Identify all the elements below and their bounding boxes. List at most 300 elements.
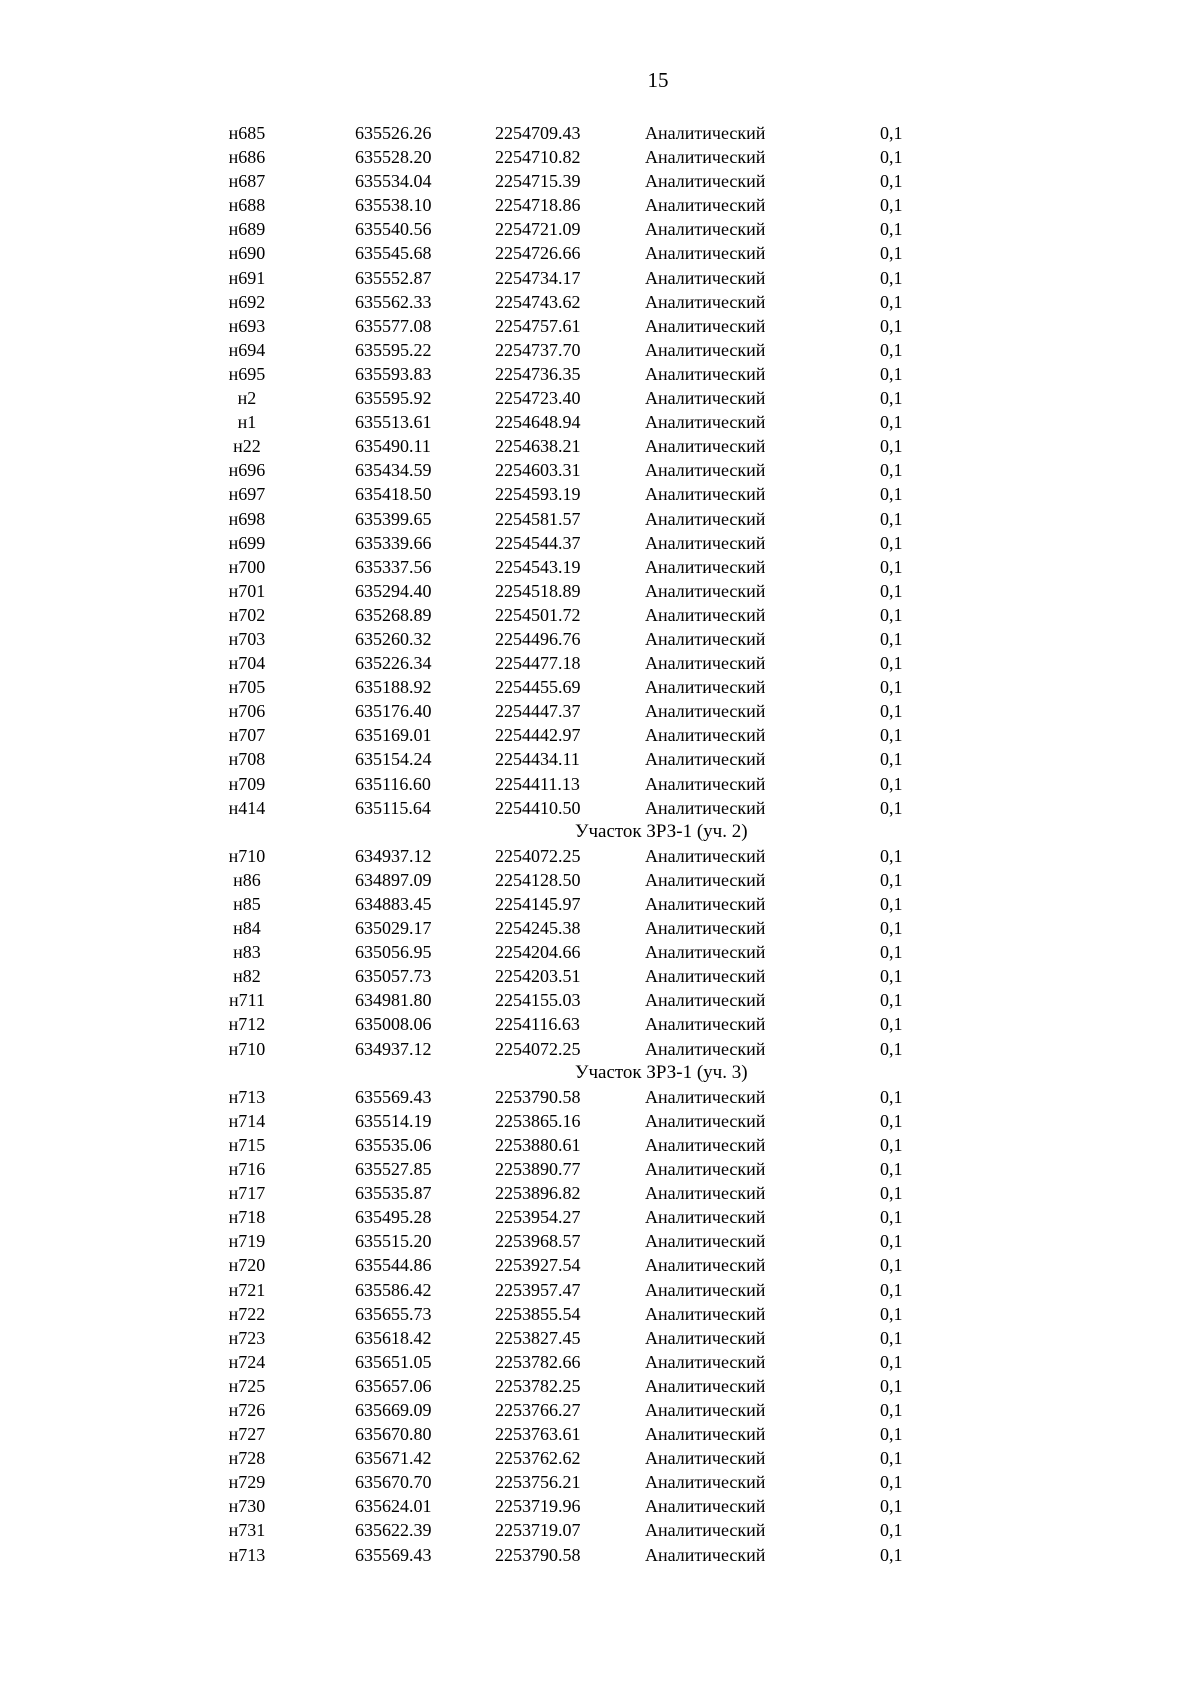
coord-x-cell: 635624.01 xyxy=(355,1496,432,1517)
method-cell: Аналитический xyxy=(645,195,766,216)
table-row xyxy=(0,314,1200,338)
coord-y-cell: 2254203.51 xyxy=(495,966,581,987)
method-cell: Аналитический xyxy=(645,508,766,529)
accuracy-cell: 0,1 xyxy=(880,918,903,939)
method-cell: Аналитический xyxy=(645,1134,766,1155)
coord-x-cell: 635540.56 xyxy=(355,219,432,240)
point-id-cell: н728 xyxy=(228,1448,266,1469)
accuracy-cell: 0,1 xyxy=(880,339,903,360)
method-cell: Аналитический xyxy=(645,1159,766,1180)
accuracy-cell: 0,1 xyxy=(880,1014,903,1035)
table-row xyxy=(0,892,1200,916)
coord-x-cell: 634937.12 xyxy=(355,845,432,866)
point-id-cell: н698 xyxy=(228,508,266,529)
method-cell: Аналитический xyxy=(645,291,766,312)
point-id-cell: н687 xyxy=(228,171,266,192)
method-cell: Аналитический xyxy=(645,725,766,746)
method-cell: Аналитический xyxy=(645,1520,766,1541)
coord-y-cell: 2254477.18 xyxy=(495,653,581,674)
accuracy-cell: 0,1 xyxy=(880,1448,903,1469)
method-cell: Аналитический xyxy=(645,532,766,553)
method-cell: Аналитический xyxy=(645,339,766,360)
coord-y-cell: 2254721.09 xyxy=(495,219,581,240)
point-id-cell: н697 xyxy=(228,484,266,505)
accuracy-cell: 0,1 xyxy=(880,243,903,264)
coord-x-cell: 635169.01 xyxy=(355,725,432,746)
point-id-cell: н704 xyxy=(228,653,266,674)
coord-y-cell: 2254715.39 xyxy=(495,171,581,192)
table-row xyxy=(0,1422,1200,1446)
accuracy-cell: 0,1 xyxy=(880,1134,903,1155)
coord-x-cell: 635657.06 xyxy=(355,1375,432,1396)
point-id-cell: н685 xyxy=(228,123,266,143)
table-row xyxy=(0,579,1200,603)
method-cell: Аналитический xyxy=(645,1496,766,1517)
table-row xyxy=(0,940,1200,964)
point-id-cell: н719 xyxy=(228,1231,266,1252)
coord-x-cell: 635535.06 xyxy=(355,1134,432,1155)
coord-y-cell: 2254581.57 xyxy=(495,508,581,529)
table-row xyxy=(0,1012,1200,1036)
table-row xyxy=(0,603,1200,627)
table-row xyxy=(0,1543,1200,1567)
accuracy-cell: 0,1 xyxy=(880,966,903,987)
coord-x-cell: 635260.32 xyxy=(355,628,432,649)
table-row xyxy=(0,627,1200,651)
coord-x-cell: 635490.11 xyxy=(355,436,431,457)
accuracy-cell: 0,1 xyxy=(880,267,903,288)
coord-x-cell: 635595.92 xyxy=(355,388,432,409)
point-id-cell: н720 xyxy=(228,1255,266,1276)
point-id-cell: н688 xyxy=(228,195,266,216)
table-row xyxy=(0,723,1200,747)
table-row xyxy=(0,338,1200,362)
point-id-cell: н709 xyxy=(228,773,266,794)
coord-y-cell: 2254447.37 xyxy=(495,701,581,722)
accuracy-cell: 0,1 xyxy=(880,1207,903,1228)
method-cell: Аналитический xyxy=(645,1110,766,1131)
accuracy-cell: 0,1 xyxy=(880,869,903,890)
point-id-cell: н686 xyxy=(228,147,266,168)
coord-x-cell: 635176.40 xyxy=(355,701,432,722)
point-id-cell: н703 xyxy=(228,628,266,649)
point-id-cell: н731 xyxy=(228,1520,266,1541)
table-row xyxy=(0,964,1200,988)
accuracy-cell: 0,1 xyxy=(880,1279,903,1300)
accuracy-cell: 0,1 xyxy=(880,556,903,577)
accuracy-cell: 0,1 xyxy=(880,894,903,914)
method-cell: Аналитический xyxy=(645,1375,766,1396)
table-row xyxy=(0,1518,1200,1542)
coord-y-cell: 2254648.94 xyxy=(495,412,581,433)
method-cell: Аналитический xyxy=(645,1327,766,1348)
coord-x-cell: 635188.92 xyxy=(355,677,432,698)
coord-y-cell: 2254710.82 xyxy=(495,147,581,168)
table-row xyxy=(0,796,1200,820)
coord-y-cell: 2253827.45 xyxy=(495,1327,581,1348)
table-row xyxy=(0,1085,1200,1109)
point-id-cell: н691 xyxy=(228,267,266,288)
method-cell: Аналитический xyxy=(645,1279,766,1300)
coord-y-cell: 2254723.40 xyxy=(495,388,581,409)
table-row xyxy=(0,916,1200,940)
accuracy-cell: 0,1 xyxy=(880,797,903,818)
method-cell: Аналитический xyxy=(645,1544,766,1565)
table-row xyxy=(0,169,1200,193)
table-row xyxy=(0,1229,1200,1253)
coord-x-cell: 635535.87 xyxy=(355,1183,432,1204)
method-cell: Аналитический xyxy=(645,484,766,505)
method-cell: Аналитический xyxy=(645,363,766,384)
accuracy-cell: 0,1 xyxy=(880,1496,903,1517)
method-cell: Аналитический xyxy=(645,966,766,987)
table-row xyxy=(0,410,1200,434)
method-cell: Аналитический xyxy=(645,845,766,866)
coord-y-cell: 2254072.25 xyxy=(495,845,581,866)
method-cell: Аналитический xyxy=(645,1424,766,1445)
point-id-cell: н726 xyxy=(228,1399,266,1420)
point-id-cell: н701 xyxy=(228,580,266,601)
coord-y-cell: 2254709.43 xyxy=(495,123,581,143)
table-row xyxy=(0,675,1200,699)
accuracy-cell: 0,1 xyxy=(880,1351,903,1372)
point-id-cell: н700 xyxy=(228,556,266,577)
method-cell: Аналитический xyxy=(645,894,766,914)
accuracy-cell: 0,1 xyxy=(880,1110,903,1131)
coord-x-cell: 635268.89 xyxy=(355,604,432,625)
method-cell: Аналитический xyxy=(645,1351,766,1372)
accuracy-cell: 0,1 xyxy=(880,1544,903,1565)
table-row xyxy=(0,699,1200,723)
coord-x-cell: 635670.80 xyxy=(355,1424,432,1445)
point-id-cell: н707 xyxy=(228,725,266,746)
method-cell: Аналитический xyxy=(645,653,766,674)
accuracy-cell: 0,1 xyxy=(880,1255,903,1276)
coord-x-cell: 635538.10 xyxy=(355,195,432,216)
coord-y-cell: 2254145.97 xyxy=(495,894,581,914)
coord-y-cell: 2254204.66 xyxy=(495,942,581,963)
method-cell: Аналитический xyxy=(645,628,766,649)
table-row xyxy=(0,1205,1200,1229)
table-row xyxy=(0,434,1200,458)
table-row xyxy=(0,362,1200,386)
accuracy-cell: 0,1 xyxy=(880,773,903,794)
table-row xyxy=(0,386,1200,410)
point-id-cell: н1 xyxy=(237,412,257,433)
coord-y-cell: 2253790.58 xyxy=(495,1086,581,1107)
method-cell: Аналитический xyxy=(645,1086,766,1107)
coord-x-cell: 635528.20 xyxy=(355,147,432,168)
table-row xyxy=(0,458,1200,482)
coord-y-cell: 2254737.70 xyxy=(495,339,581,360)
table-row xyxy=(0,1109,1200,1133)
accuracy-cell: 0,1 xyxy=(880,653,903,674)
method-cell: Аналитический xyxy=(645,412,766,433)
point-id-cell: н714 xyxy=(228,1110,266,1131)
point-id-cell: н727 xyxy=(228,1424,266,1445)
coord-y-cell: 2253927.54 xyxy=(495,1255,581,1276)
method-cell: Аналитический xyxy=(645,918,766,939)
accuracy-cell: 0,1 xyxy=(880,147,903,168)
coord-y-cell: 2254726.66 xyxy=(495,243,581,264)
point-id-cell: н710 xyxy=(228,845,266,866)
coord-y-cell: 2254638.21 xyxy=(495,436,581,457)
table-row xyxy=(0,651,1200,675)
table-row xyxy=(0,531,1200,555)
point-id-cell: н84 xyxy=(233,918,261,939)
method-cell: Аналитический xyxy=(645,460,766,481)
coord-y-cell: 2253719.07 xyxy=(495,1520,581,1541)
coord-y-cell: 2254544.37 xyxy=(495,532,581,553)
accuracy-cell: 0,1 xyxy=(880,508,903,529)
accuracy-cell: 0,1 xyxy=(880,1159,903,1180)
method-cell: Аналитический xyxy=(645,749,766,770)
point-id-cell: н82 xyxy=(233,966,261,987)
method-cell: Аналитический xyxy=(645,942,766,963)
coord-y-cell: 2253880.61 xyxy=(495,1134,581,1155)
table-row xyxy=(0,1037,1200,1061)
coord-x-cell: 635671.42 xyxy=(355,1448,432,1469)
table-row xyxy=(0,1494,1200,1518)
point-id-cell: н696 xyxy=(228,460,266,481)
point-id-cell: н85 xyxy=(233,894,261,914)
coord-x-cell: 635586.42 xyxy=(355,1279,432,1300)
page-number: 15 xyxy=(647,68,669,92)
coord-y-cell: 2254518.89 xyxy=(495,580,581,601)
accuracy-cell: 0,1 xyxy=(880,412,903,433)
point-id-cell: н694 xyxy=(228,339,266,360)
table-row xyxy=(0,988,1200,1012)
method-cell: Аналитический xyxy=(645,677,766,698)
point-id-cell: н721 xyxy=(228,1279,266,1300)
coord-y-cell: 2254757.61 xyxy=(495,315,581,336)
coord-y-cell: 2253896.82 xyxy=(495,1183,581,1204)
table-row xyxy=(0,241,1200,265)
method-cell: Аналитический xyxy=(645,1038,766,1059)
coord-y-cell: 2253762.62 xyxy=(495,1448,581,1469)
table-row xyxy=(0,555,1200,579)
coord-x-cell: 635562.33 xyxy=(355,291,432,312)
point-id-cell: н2 xyxy=(237,388,257,409)
table-row xyxy=(0,217,1200,241)
accuracy-cell: 0,1 xyxy=(880,219,903,240)
accuracy-cell: 0,1 xyxy=(880,845,903,866)
table-row xyxy=(0,1470,1200,1494)
coord-x-cell: 635577.08 xyxy=(355,315,432,336)
coord-x-cell: 635527.85 xyxy=(355,1159,432,1180)
accuracy-cell: 0,1 xyxy=(880,1303,903,1324)
accuracy-cell: 0,1 xyxy=(880,1038,903,1059)
point-id-cell: н711 xyxy=(229,990,265,1011)
coord-y-cell: 2254743.62 xyxy=(495,291,581,312)
method-cell: Аналитический xyxy=(645,990,766,1011)
coord-y-cell: 2254734.17 xyxy=(495,267,581,288)
accuracy-cell: 0,1 xyxy=(880,1424,903,1445)
method-cell: Аналитический xyxy=(645,1207,766,1228)
accuracy-cell: 0,1 xyxy=(880,1399,903,1420)
table-row xyxy=(0,844,1200,868)
method-cell: Аналитический xyxy=(645,171,766,192)
method-cell: Аналитический xyxy=(645,701,766,722)
accuracy-cell: 0,1 xyxy=(880,171,903,192)
accuracy-cell: 0,1 xyxy=(880,677,903,698)
point-id-cell: н690 xyxy=(228,243,266,264)
section-heading xyxy=(0,1061,1200,1085)
accuracy-cell: 0,1 xyxy=(880,1231,903,1252)
method-cell: Аналитический xyxy=(645,1231,766,1252)
coord-y-cell: 2254434.11 xyxy=(495,749,580,770)
coord-x-cell: 635622.39 xyxy=(355,1520,432,1541)
point-id-cell: н22 xyxy=(233,436,261,457)
coord-x-cell: 635513.61 xyxy=(355,412,432,433)
coord-y-cell: 2253719.96 xyxy=(495,1496,581,1517)
coord-x-cell: 635226.34 xyxy=(355,653,432,674)
coord-y-cell: 2254128.50 xyxy=(495,869,581,890)
accuracy-cell: 0,1 xyxy=(880,363,903,384)
method-cell: Аналитический xyxy=(645,219,766,240)
table-row xyxy=(0,1157,1200,1181)
accuracy-cell: 0,1 xyxy=(880,123,903,143)
point-id-cell: н723 xyxy=(228,1327,266,1348)
coord-y-cell: 2254543.19 xyxy=(495,556,581,577)
coord-y-cell: 2254718.86 xyxy=(495,195,581,216)
table-row xyxy=(0,482,1200,506)
table-row xyxy=(0,1350,1200,1374)
method-cell: Аналитический xyxy=(645,1183,766,1204)
accuracy-cell: 0,1 xyxy=(880,990,903,1011)
coord-x-cell: 635569.43 xyxy=(355,1544,432,1565)
coord-y-cell: 2253766.27 xyxy=(495,1399,581,1420)
method-cell: Аналитический xyxy=(645,1399,766,1420)
section-title: Участок ЗРЗ-1 (уч. 3) xyxy=(575,1061,748,1083)
coord-y-cell: 2253890.77 xyxy=(495,1159,581,1180)
point-id-cell: н724 xyxy=(228,1351,266,1372)
coord-y-cell: 2253763.61 xyxy=(495,1424,581,1445)
coord-x-cell: 635154.24 xyxy=(355,749,432,770)
point-id-cell: н699 xyxy=(228,532,266,553)
table-row xyxy=(0,868,1200,892)
accuracy-cell: 0,1 xyxy=(880,725,903,746)
point-id-cell: н705 xyxy=(228,677,266,698)
coord-y-cell: 2253782.66 xyxy=(495,1351,581,1372)
coord-y-cell: 2254455.69 xyxy=(495,677,581,698)
coord-x-cell: 635534.04 xyxy=(355,171,432,192)
method-cell: Аналитический xyxy=(645,556,766,577)
method-cell: Аналитический xyxy=(645,436,766,457)
coord-x-cell: 635651.05 xyxy=(355,1351,432,1372)
accuracy-cell: 0,1 xyxy=(880,1472,903,1493)
point-id-cell: н414 xyxy=(228,797,266,818)
coord-x-cell: 635595.22 xyxy=(355,339,432,360)
point-id-cell: н702 xyxy=(228,604,266,625)
coord-x-cell: 635544.86 xyxy=(355,1255,432,1276)
coord-x-cell: 635029.17 xyxy=(355,918,432,939)
accuracy-cell: 0,1 xyxy=(880,1183,903,1204)
method-cell: Аналитический xyxy=(645,267,766,288)
point-id-cell: н729 xyxy=(228,1472,266,1493)
coord-x-cell: 635552.87 xyxy=(355,267,432,288)
point-id-cell: н710 xyxy=(228,1038,266,1059)
point-id-cell: н708 xyxy=(228,749,266,770)
coord-x-cell: 635339.66 xyxy=(355,532,432,553)
point-id-cell: н716 xyxy=(228,1159,266,1180)
accuracy-cell: 0,1 xyxy=(880,195,903,216)
table-row xyxy=(0,266,1200,290)
accuracy-cell: 0,1 xyxy=(880,604,903,625)
table-row xyxy=(0,1302,1200,1326)
accuracy-cell: 0,1 xyxy=(880,460,903,481)
method-cell: Аналитический xyxy=(645,869,766,890)
coord-x-cell: 635434.59 xyxy=(355,460,432,481)
method-cell: Аналитический xyxy=(645,604,766,625)
coord-y-cell: 2254593.19 xyxy=(495,484,581,505)
point-id-cell: н722 xyxy=(228,1303,266,1324)
table-row xyxy=(0,772,1200,796)
accuracy-cell: 0,1 xyxy=(880,1086,903,1107)
table-row xyxy=(0,290,1200,314)
table-row xyxy=(0,1253,1200,1277)
accuracy-cell: 0,1 xyxy=(880,484,903,505)
method-cell: Аналитический xyxy=(645,1448,766,1469)
coord-x-cell: 634897.09 xyxy=(355,869,432,890)
method-cell: Аналитический xyxy=(645,1303,766,1324)
coord-x-cell: 635515.20 xyxy=(355,1231,432,1252)
coord-x-cell: 635056.95 xyxy=(355,942,432,963)
coord-x-cell: 635418.50 xyxy=(355,484,432,505)
method-cell: Аналитический xyxy=(645,388,766,409)
point-id-cell: н692 xyxy=(228,291,266,312)
section-heading xyxy=(0,820,1200,844)
method-cell: Аналитический xyxy=(645,147,766,168)
coord-y-cell: 2254496.76 xyxy=(495,628,581,649)
coord-x-cell: 635618.42 xyxy=(355,1327,432,1348)
accuracy-cell: 0,1 xyxy=(880,1520,903,1541)
coord-x-cell: 635495.28 xyxy=(355,1207,432,1228)
coord-y-cell: 2253957.47 xyxy=(495,1279,581,1300)
method-cell: Аналитический xyxy=(645,1014,766,1035)
point-id-cell: н689 xyxy=(228,219,266,240)
point-id-cell: н695 xyxy=(228,363,266,384)
coord-x-cell: 635514.19 xyxy=(355,1110,432,1131)
coord-x-cell: 635593.83 xyxy=(355,363,432,384)
accuracy-cell: 0,1 xyxy=(880,749,903,770)
coord-y-cell: 2254442.97 xyxy=(495,725,581,746)
point-id-cell: н712 xyxy=(228,1014,266,1035)
table-row xyxy=(0,1278,1200,1302)
coord-x-cell: 634883.45 xyxy=(355,894,432,914)
coord-x-cell: 635670.70 xyxy=(355,1472,432,1493)
coord-y-cell: 2254155.03 xyxy=(495,990,581,1011)
method-cell: Аналитический xyxy=(645,123,766,143)
table-row xyxy=(0,193,1200,217)
point-id-cell: н725 xyxy=(228,1375,266,1396)
coord-y-cell: 2253756.21 xyxy=(495,1472,581,1493)
coord-x-cell: 635545.68 xyxy=(355,243,432,264)
coord-x-cell: 635116.60 xyxy=(355,773,431,794)
point-id-cell: н717 xyxy=(228,1183,266,1204)
point-id-cell: н86 xyxy=(233,869,261,890)
table-row xyxy=(0,1181,1200,1205)
coord-y-cell: 2253865.16 xyxy=(495,1110,581,1131)
coord-x-cell: 635669.09 xyxy=(355,1399,432,1420)
point-id-cell: н715 xyxy=(228,1134,266,1155)
coord-y-cell: 2253968.57 xyxy=(495,1231,581,1252)
coord-x-cell: 635057.73 xyxy=(355,966,432,987)
accuracy-cell: 0,1 xyxy=(880,580,903,601)
coord-y-cell: 2253790.58 xyxy=(495,1544,581,1565)
coord-x-cell: 635399.65 xyxy=(355,508,432,529)
point-id-cell: н83 xyxy=(233,942,261,963)
